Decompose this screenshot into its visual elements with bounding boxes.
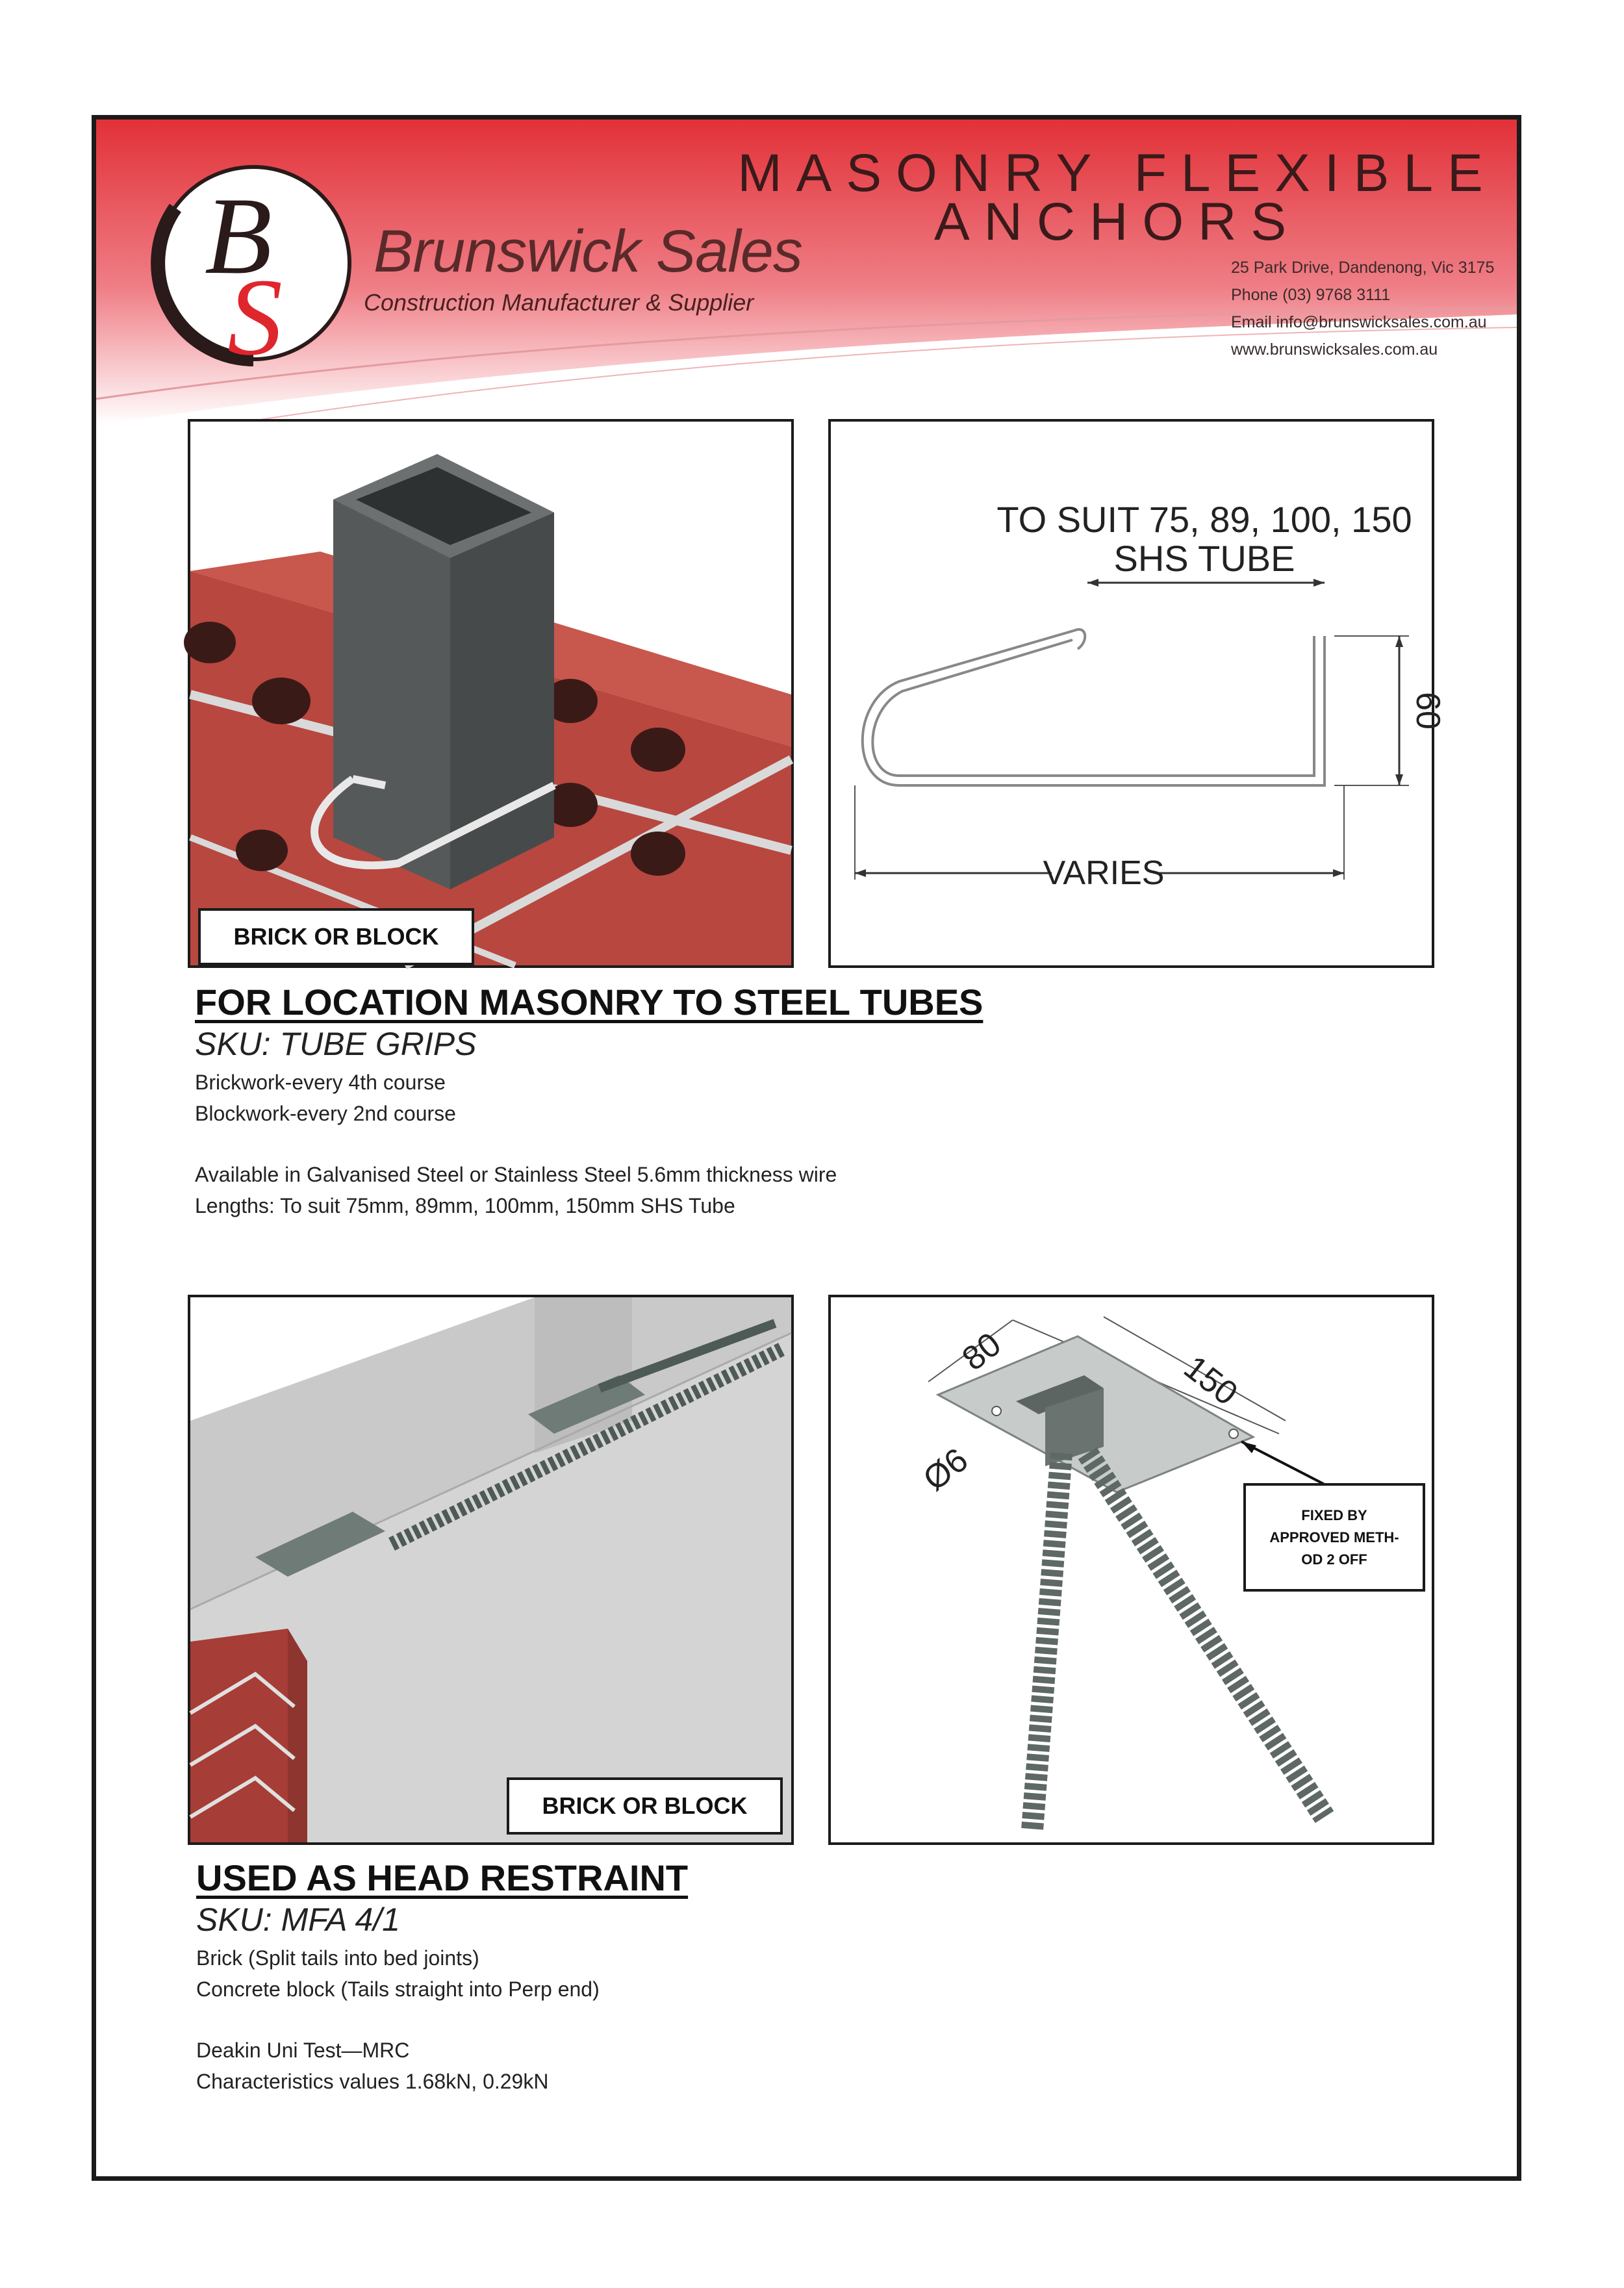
title-line-1: MASONRY FLEXIBLE: [737, 144, 1497, 203]
dim-length-150: 150: [1176, 1348, 1245, 1413]
diagram-title-line-2: SHS TUBE: [1113, 538, 1295, 579]
section2-heading: USED AS HEAD RESTRAINT: [196, 1857, 689, 1898]
tube-grip-render: [190, 422, 791, 965]
section2-line-1: Brick (Split tails into bed joints): [196, 1946, 479, 1970]
contact-website: www.brunswicksales.com.au: [1231, 340, 1438, 359]
section1-line-4: Lengths: To suit 75mm, 89mm, 100mm, 150mm SHS Tube: [195, 1194, 735, 1217]
section1-heading: FOR LOCATION MASONRY TO STEEL TUBES: [195, 982, 983, 1023]
brand-name: Brunswick Sales: [374, 218, 802, 285]
section1-sku: SKU: TUBE GRIPS: [195, 1026, 477, 1062]
fixing-note-line-3: OD 2 OFF: [1301, 1551, 1367, 1568]
contact-phone: Phone (03) 9768 3111: [1231, 286, 1391, 304]
brand-logo: [149, 162, 364, 378]
section2-line-2: Concrete block (Tails straight into Perp end): [196, 1977, 600, 2001]
image-label-brick-or-block-1: BRICK OR BLOCK: [198, 908, 474, 965]
dim-length-varies: VARIES: [1043, 854, 1165, 892]
section2-line-3: Deakin Uni Test—MRC: [196, 2039, 410, 2062]
section2-sku: SKU: MFA 4/1: [196, 1901, 400, 1938]
image-label-brick-or-block-2: BRICK OR BLOCK: [507, 1777, 783, 1835]
tube-grip-diagram: [831, 422, 1447, 965]
contact-email: Email info@brunswicksales.com.au: [1231, 313, 1487, 331]
dim-width-80: 80: [955, 1325, 1008, 1379]
contact-address: 25 Park Drive, Dandenong, Vic 3175: [1231, 259, 1495, 277]
fixing-note-box: [1243, 1483, 1425, 1592]
brand-tagline: Construction Manufacturer & Supplier: [364, 289, 754, 316]
head-restraint-render: [190, 1297, 791, 1842]
section1-line-3: Available in Galvanised Steel or Stainless Steel 5.6mm thickness wire: [195, 1163, 837, 1186]
section1-line-2: Blockwork-every 2nd course: [195, 1102, 456, 1125]
diagram-title-line-1: TO SUIT 75, 89, 100, 150: [996, 499, 1412, 540]
tube-grip-diagram-panel: [828, 419, 1447, 968]
svg-text:S: S: [227, 256, 283, 378]
dim-height-60: 60: [1409, 692, 1447, 730]
section2-line-4: Characteristics values 1.68kN, 0.29kN: [196, 2070, 549, 2093]
tube-grip-render-panel: [188, 419, 794, 968]
svg-text:B: B: [205, 175, 272, 297]
head-restraint-render-panel: [188, 1295, 794, 1845]
title-line-2: ANCHORS: [933, 192, 1301, 251]
fixing-note-line-2: APPROVED METH-: [1269, 1529, 1399, 1545]
section1-line-1: Brickwork-every 4th course: [195, 1071, 446, 1094]
fixing-note-line-1: FIXED BY: [1301, 1506, 1367, 1523]
dim-hole-6: Ø6: [916, 1441, 976, 1499]
